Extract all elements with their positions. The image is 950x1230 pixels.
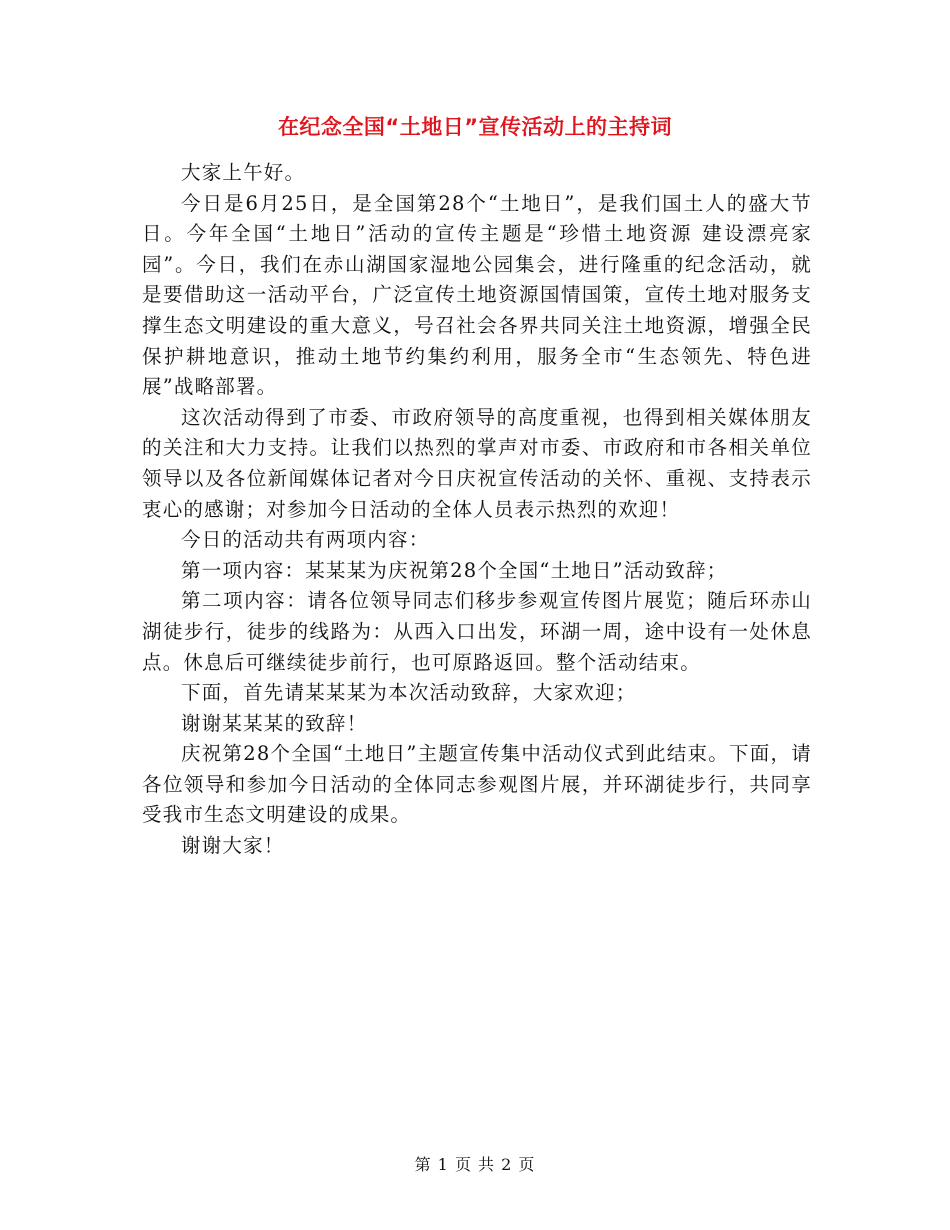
document-title: 在纪念全国“土地日”宣传活动上的主持词 xyxy=(277,115,673,139)
paragraph-thanks-speech: 谢谢某某某的致辞！ xyxy=(181,711,368,735)
paragraph-agenda-intro: 今日的活动共有两项内容： xyxy=(181,528,430,552)
page-number-footer: 第 1 页 共 2 页 xyxy=(414,1155,536,1174)
paragraph-agenda-item-2: 第二项内容：请各位领导同志们移步参观宣传图片展览；随后环赤山湖徒步行，徒步的线路为：从西入口出发，环湖一周，途中设有一处休息点。休息后可继续徒步前行，也可原路返回。整个活动结束。 xyxy=(142,589,812,674)
paragraph-agenda-item-1: 第一项内容：某某某为庆祝第28个全国“土地日”活动致辞； xyxy=(181,558,728,582)
document-body xyxy=(142,158,812,862)
paragraph-introduction: 今日是6月25日，是全国第28个“土地日”，是我们国土人的盛大节日。今年全国“土地日”活动的宣传主题是“珍惜土地资源 建设漂亮家园”。今日，我们在赤山湖国家湿地公园集会，进行隆重的纪念活动，就是要借助这一活动平台，广泛宣传土地资源国情国策，宣传土地对服务支撑生态文明建设的重大意义，号召社会各界共同关注土地资源，增强全民保护耕地意识，推动土地节约集约利用，服务全市“生态领先、特色进展”战略部署。 xyxy=(142,191,812,399)
paragraph-final-thanks: 谢谢大家！ xyxy=(181,834,285,858)
paragraph-closing: 庆祝第28个全国“土地日”主题宣传集中活动仪式到此结束。下面，请各位领导和参加今日活动的全体同志参观图片展，并环湖徒步行，共同享受我市生态文明建设的成果。 xyxy=(142,742,812,827)
paragraph-invite-speech: 下面，首先请某某某为本次活动致辞，大家欢迎； xyxy=(181,681,637,705)
paragraph-thanks: 这次活动得到了市委、市政府领导的高度重视，也得到相关媒体朋友的关注和大力支持。让我们以热烈的掌声对市委、市政府和市各相关单位领导以及各位新闻媒体记者对今日庆祝宣传活动的关怀、重视、支持表示衷心的感谢；对参加今日活动的全体人员表示热烈的欢迎！ xyxy=(142,405,812,521)
paragraph-greeting: 大家上午好。 xyxy=(181,161,306,184)
